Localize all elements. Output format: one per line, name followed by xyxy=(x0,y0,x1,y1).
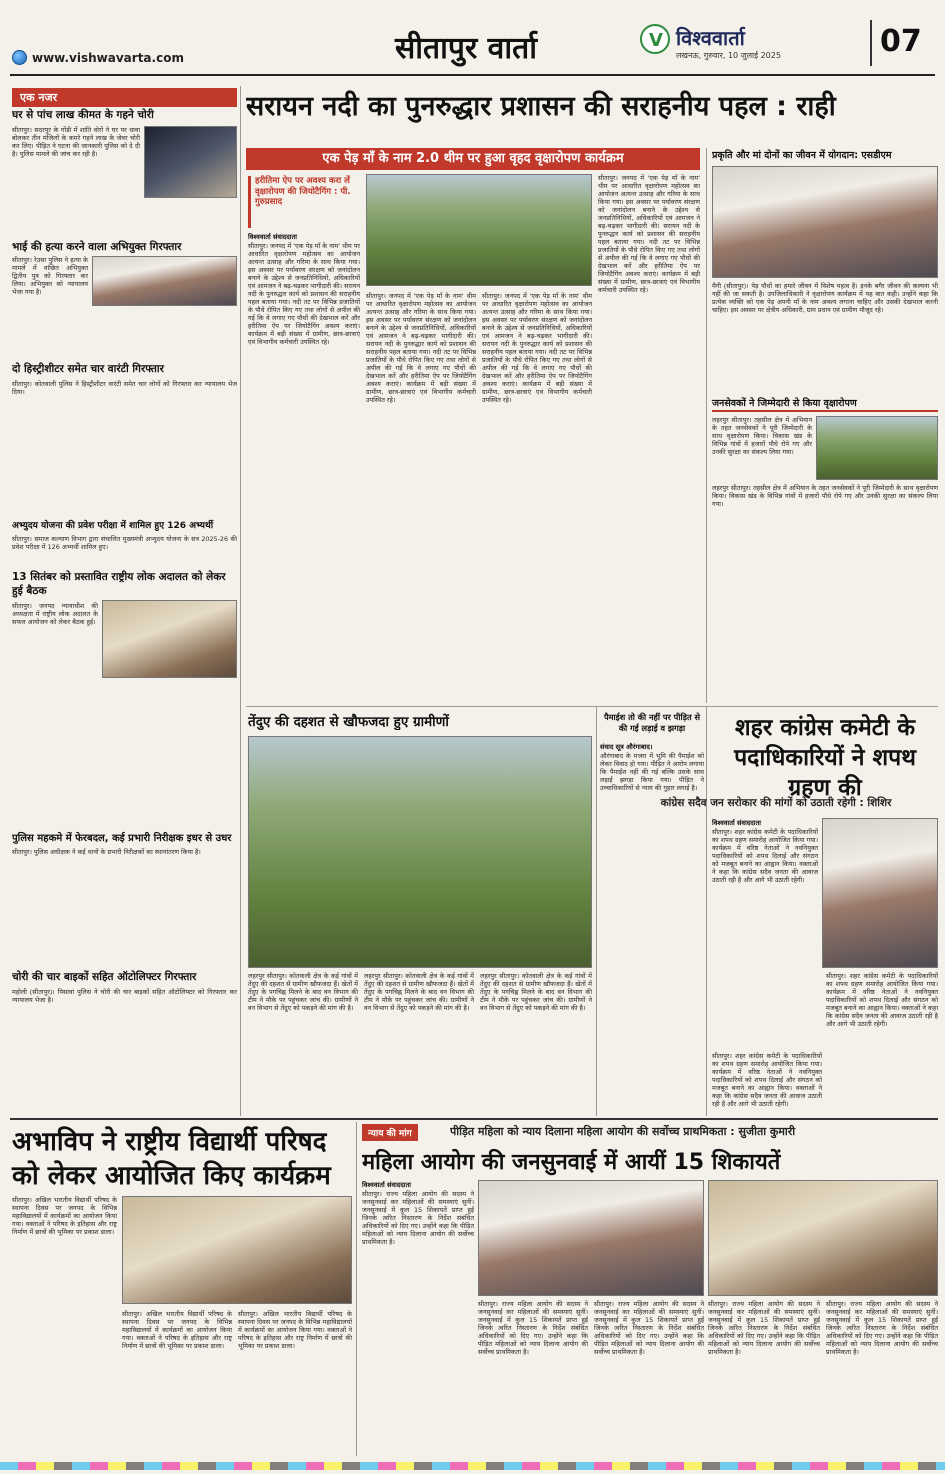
lead-body-col-2: सीतापुर। जनपद में 'एक पेड़ माँ के नाम' थीम पर आधारित वृक्षारोपण महोत्सव का आयोजन अत्यन्त उत्साह और गरिमा के साथ किया गया। इस अवसर पर पर्यावरण संरक्षण को जनांदोलन बनाने के उद्देश्य से जनप्रतिनिधियों, अधिकारियों एवं आमजन ने बढ़-चढ़कर भागीदारी की। सरायन नदी के पुनरुद्धार कार्य को प्रशासन की सराहनीय पहल बताया गया। नदी तट पर विभिन्न प्रजातियों के पौधे रोपित किए गए तथा लोगों से अपील की गई कि वे लगाए गए पौधों की देखभाल करें और हरीतिमा ऐप पर जियोटैगिंग अवश्य कराएं। कार्यक्रम में बड़ी संख्या में ग्रामीण, छात्र-छात्राएं एवं विभागीय कर्मचारी उपस्थित रहे। xyxy=(366,292,476,404)
ek-nazar-story-5 xyxy=(12,570,237,770)
right-column-rule xyxy=(706,148,707,703)
print-registration-bar xyxy=(0,1462,945,1470)
congress-body-col-2: सीतापुर। शहर कांग्रेस कमेटी के पदाधिकारियों का शपथ ग्रहण समारोह आयोजित किया गया। कार्यक्रम में वरिष्ठ नेताओं ने नवनियुक्त पदाधिकारियों को शपथ दिलाई और संगठन को मजबूत बनाने का आह्वान किया। वक्ताओं ने कहा कि कांग्रेस सदैव जनता की आवाज उठाती रही है और आगे भी उठाती रहेगी। xyxy=(712,1052,822,1108)
jansevak-header-bar xyxy=(712,396,938,412)
mahila-body-col-1: सीतापुर। राज्य महिला आयोग की सदस्य ने जनसुनवाई कर महिलाओं की समस्याएं सुनीं। जनसुनवाई में कुल 15 शिकायतें प्राप्त हुईं जिनके त्वरित निस्तारण के निर्देश संबंधित अधिकारियों को दिए गए। उन्होंने कहा कि पीड़ित महिलाओं को न्याय दिलाना आयोग की सर्वोच्च प्राथमिकता है। xyxy=(362,1190,474,1246)
section-title: सीतापुर वार्ता xyxy=(395,31,537,66)
dateline: लखनऊ, गुरुवार, 10 जुलाई 2025 xyxy=(676,51,781,60)
brand-logo-icon: V xyxy=(640,24,670,54)
mahila-body-col-4: सीतापुर। राज्य महिला आयोग की सदस्य ने जनसुनवाई कर महिलाओं की समस्याएं सुनीं। जनसुनवाई में कुल 15 शिकायतें प्राप्त हुईं जिनके त्वरित निस्तारण के निर्देश संबंधित अधिकारियों को दिए गए। उन्होंने कहा कि पीड़ित महिलाओं को न्याय दिलाना आयोग की सर्वोच्च प्राथमिकता है। xyxy=(708,1300,820,1356)
jewelry-box-photo xyxy=(144,126,237,198)
tendua-body-col-3: लहरपुर सीतापुर। कोतवाली क्षेत्र के कई गांवों में तेंदुए की दहशत से ग्रामीण खौफजदा हैं। खेतों में तेंदुए के पगचिह्न मिलने के बाद वन विभाग की टीम ने मौके पर पहुंचकर जांच की। ग्रामीणों ने वन विभाग से तेंदुए को पकड़ने की मांग की है। xyxy=(480,972,592,1012)
lead-subheadline: एक पेड़ माँ के नाम 2.0 थीम पर हुआ वृहद वृक्षारोपण कार्यक्रम xyxy=(322,151,624,166)
tendua-body-col-1: लहरपुर सीतापुर। कोतवाली क्षेत्र के कई गांवों में तेंदुए की दहशत से ग्रामीण खौफजदा हैं। खेतों में तेंदुए के पगचिह्न मिलने के बाद वन विभाग की टीम ने मौके पर पहुंचकर जांच की। ग्रामीणों ने वन विभाग से तेंदुए को पकड़ने की मांग की है। xyxy=(248,972,358,1012)
story-body: सीतापुर। कोतवाली पुलिस ने हिस्ट्रीशीटर वारंटी समेत चार लोगों को गिरफ्तार कर न्यायालय भेज दिया। xyxy=(12,380,237,396)
mahila-body-col-5: सीतापुर। राज्य महिला आयोग की सदस्य ने जनसुनवाई कर महिलाओं की समस्याएं सुनीं। जनसुनवाई में कुल 15 शिकायतें प्राप्त हुईं जिनके त्वरित निस्तारण के निर्देश संबंधित अधिकारियों को दिए गए। उन्होंने कहा कि पीड़ित महिलाओं को न्याय दिलाना आयोग की सर्वोच्च प्राथमिकता है। xyxy=(826,1300,938,1356)
story-body: सीतापुर। रेउसा पुलिस ने हत्या के मामले में वांछित अभियुक्त द्वितीय पुत्र को गिरफ्तार कर लिया। अभियुक्त को न्यायालय भेजा गया है। xyxy=(12,256,88,296)
paimaish-byline: संवाद सूत्र औरंगाबाद। xyxy=(600,743,653,751)
tree-plantation-photo xyxy=(366,174,592,286)
ek-nazar-story-7 xyxy=(12,970,237,1110)
story-headline: घर से पांच लाख कीमत के गहने चोरी xyxy=(12,109,154,121)
ek-nazar-story-6 xyxy=(12,830,237,970)
page-number: 07 xyxy=(880,24,922,59)
story-body: सीतापुर। सदरपुर के गोंडी में शांति वोरों ने घर पर धावा बोलकर तीन मंजिलों के कमरे गहने लाख के जेवर चोरी कर लिए। पीड़ित ने घटना की जानकारी पुलिस को दे दी है। पुलिस मामले की जांच कर रही है। xyxy=(12,126,140,158)
abvp-body-col-3: सीतापुर। अखिल भारतीय विद्यार्थी परिषद के स्थापना दिवस पर जनपद के विभिन्न महाविद्यालयों में कार्यक्रमों का आयोजन किया गया। वक्ताओं ने परिषद के इतिहास और राष्ट्र निर्माण में छात्रों की भूमिका पर प्रकाश डाला। xyxy=(238,1310,352,1350)
lead-body-col-1: सीतापुर। जनपद में 'एक पेड़ माँ के नाम' थीम पर आधारित वृक्षारोपण महोत्सव का आयोजन अत्यन्त उत्साह और गरिमा के साथ किया गया। इस अवसर पर पर्यावरण संरक्षण को जनांदोलन बनाने के उद्देश्य से जनप्रतिनिधियों, अधिकारियों एवं आमजन ने बढ़-चढ़कर भागीदारी की। सरायन नदी के पुनरुद्धार कार्य को प्रशासन की सराहनीय पहल बताया गया। नदी तट पर विभिन्न प्रजातियों के पौधे रोपित किए गए तथा लोगों से अपील की गई कि वे लगाए गए पौधों की देखभाल करें और हरीतिमा ऐप पर जियोटैगिंग अवश्य कराएं। कार्यक्रम में बड़ी संख्या में ग्रामीण, छात्र-छात्राएं एवं विभागीय कर्मचारी उपस्थित रहे। xyxy=(248,242,360,346)
story-headline: चोरी की चार बाइकों सहित ऑटोलिफ्टर गिरफ्तार xyxy=(12,971,197,983)
story-headline: 13 सितंबर को प्रस्तावित राष्ट्रीय लोक अदालत को लेकर हुई बैठक xyxy=(12,571,226,597)
abvp-body-col-1: सीतापुर। अखिल भारतीय विद्यार्थी परिषद के स्थापना दिवस पर जनपद के विभिन्न महाविद्यालयों में कार्यक्रमों का आयोजन किया गया। वक्ताओं ने परिषद के इतिहास और राष्ट्र निर्माण में छात्रों की भूमिका पर प्रकाश डाला। xyxy=(12,1196,117,1236)
jansevak-body-a: लहरपुर सीतापुर। तहसील क्षेत्र में अभियान के तहत जनसेवकों ने पूरी जिम्मेदारी के साथ वृक्षारोपण किया। विकास खंड के विभिन्न गांवों में हजारों पौधे रोपे गए और उनकी सुरक्षा का संकल्प लिया गया। xyxy=(712,416,812,456)
website-url[interactable]: www.vishwavarta.com xyxy=(32,51,184,65)
ek-nazar-story-2 xyxy=(12,240,237,360)
tendua-headline: तेंदुए की दहशत से खौफजदा हुए ग्रामीणों xyxy=(248,714,449,730)
tendua-body-col-2: लहरपुर सीतापुर। कोतवाली क्षेत्र के कई गांवों में तेंदुए की दहशत से ग्रामीण खौफजदा हैं। खेतों में तेंदुए के पगचिह्न मिलने के बाद वन विभाग की टीम ने मौके पर पहुंचकर जांच की। ग्रामीणों ने वन विभाग से तेंदुए को पकड़ने की मांग की है। xyxy=(364,972,474,1012)
lead-pullquote xyxy=(248,176,360,228)
congress-meeting-photo xyxy=(822,818,938,968)
lead-byline: विश्ववार्ता संवाददाता xyxy=(248,233,297,241)
story-headline: अभ्युदय योजना की प्रवेश परीक्षा में शामिल हुए 126 अभ्यर्थी xyxy=(12,521,214,531)
congress-headline: शहर कांग्रेस कमेटी के पदाधिकारियों ने शपथ ग्रहण की xyxy=(734,715,916,801)
lead-subheadline-bar xyxy=(246,148,700,170)
lead-headline: सरायन नदी का पुनरुद्धार प्रशासन की सराहनीय पहल : राही xyxy=(246,91,836,122)
story-body: महोली (सीतापुर)। पिसावां पुलिस ने चोरी की चार बाइकों सहित ऑटोलिफ्टर को गिरफ्तार कर न्यायालय भेजा है। xyxy=(12,988,237,1004)
story-headline: भाई की हत्या करने वाला अभियुक्त गिरफ्तार xyxy=(12,241,182,253)
left-column-rule xyxy=(240,86,241,1116)
mahila-body-col-2: सीतापुर। राज्य महिला आयोग की सदस्य ने जनसुनवाई कर महिलाओं की समस्याएं सुनीं। जनसुनवाई में कुल 15 शिकायतें प्राप्त हुईं जिनके त्वरित निस्तारण के निर्देश संबंधित अधिकारियों को दिए गए। उन्होंने कहा कि पीड़ित महिलाओं को न्याय दिलाना आयोग की सर्वोच्च प्राथमिकता है। xyxy=(478,1300,588,1356)
abvp-headline: अभाविप ने राष्ट्रीय विद्यार्थी परिषद को लेकर आयोजित किए कार्यक्रम xyxy=(12,1127,331,1191)
paimaish-headline: पैमाईश तो की नहीं पर पीड़ित से की गई लड़ाई व झगड़ा xyxy=(603,712,701,733)
forest-photo xyxy=(248,736,592,968)
story-body: सीतापुर। पुलिस अधीक्षक ने कई थानों के प्रभारी निरीक्षकों का स्थानांतरण किया है। xyxy=(12,848,201,856)
mahila-tag: न्याय की मांग xyxy=(362,1124,418,1141)
paimaish-body: औरंगाबाद के मजरा में भूमि की पैमाईश को लेकर विवाद हो गया। पीड़ित ने आरोप लगाया कि पैमाईश नहीं की गई बल्कि उसके साथ लड़ाई झगड़ा किया गया। पीड़ित ने उच्चाधिकारियों से न्याय की गुहार लगाई है। xyxy=(600,752,704,792)
mahila-kicker: पीड़ित महिला को न्याय दिलाना महिला आयोग की सर्वोच्च प्राथमिकता : सुजीता कुमारी xyxy=(450,1125,796,1138)
pullquote-text: हरीतिमा ऐप पर अवश्य करा लें वृक्षारोपण की जियोटैगिंग : पी. गुरुप्रसाद xyxy=(255,176,351,208)
paimaish-rule xyxy=(596,706,597,1116)
tendua-rule xyxy=(246,706,938,707)
mahila-byline: विश्ववार्ता संवाददाता xyxy=(362,1181,411,1189)
right-story-body: मैगी (सीतापुर)। पेड़ पौधों का हमारे जीवन में विशेष महत्व है। इनके बगैर जीवन की कल्पना भी नहीं की जा सकती है। उपजिलाधिकारी ने वृक्षारोपण कार्यक्रम में यह बात कही। उन्होंने कहा कि प्रत्येक व्यक्ति को एक पेड़ अपनी माँ के नाम अवश्य लगाना चाहिए और उसकी देखभाल करनी चाहिए। इस अवसर पर क्षेत्रीय अधिकारी, ग्राम प्रधान एवं ग्रामीण मौजूद रहे। xyxy=(712,282,938,314)
ek-nazar-label: एक नजर xyxy=(12,88,237,107)
congress-byline: विश्ववार्ता संवाददाता xyxy=(712,819,761,827)
congress-body-col-3: सीतापुर। शहर कांग्रेस कमेटी के पदाधिकारियों का शपथ ग्रहण समारोह आयोजित किया गया। कार्यक्रम में वरिष्ठ नेताओं ने नवनियुक्त पदाधिकारियों को शपथ दिलाई और संगठन को मजबूत बनाने का आह्वान किया। वक्ताओं ने कहा कि कांग्रेस सदैव जनता की आवाज उठाती रही है और आगे भी उठाती रहेगी। xyxy=(826,972,938,1028)
abvp-event-photo xyxy=(122,1196,352,1304)
jansevak-photo xyxy=(816,416,938,480)
globe-icon xyxy=(12,50,27,65)
brand-name: विश्ववार्ता xyxy=(676,26,745,50)
page-divider xyxy=(870,20,872,66)
jansevak-headline: जनसेवकों ने जिम्मेदारी से किया वृक्षारोपण xyxy=(712,398,857,409)
mahila-second-photo xyxy=(708,1180,938,1296)
lead-body-col-3: सीतापुर। जनपद में 'एक पेड़ माँ के नाम' थीम पर आधारित वृक्षारोपण महोत्सव का आयोजन अत्यन्त उत्साह और गरिमा के साथ किया गया। इस अवसर पर पर्यावरण संरक्षण को जनांदोलन बनाने के उद्देश्य से जनप्रतिनिधियों, अधिकारियों एवं आमजन ने बढ़-चढ़कर भागीदारी की। सरायन नदी के पुनरुद्धार कार्य को प्रशासन की सराहनीय पहल बताया गया। नदी तट पर विभिन्न प्रजातियों के पौधे रोपित किए गए तथा लोगों से अपील की गई कि वे लगाए गए पौधों की देखभाल करें और हरीतिमा ऐप पर जियोटैगिंग अवश्य कराएं। कार्यक्रम में बड़ी संख्या में ग्रामीण, छात्र-छात्राएं एवं विभागीय कर्मचारी उपस्थित रहे। xyxy=(482,292,592,404)
jansevak-body-b: लहरपुर सीतापुर। तहसील क्षेत्र में अभियान के तहत जनसेवकों ने पूरी जिम्मेदारी के साथ वृक्षारोपण किया। विकास खंड के विभिन्न गांवों में हजारों पौधे रोपे गए और उनकी सुरक्षा का संकल्प लिया गया। xyxy=(712,484,938,508)
right-story-headline: प्रकृति और मां दोनों का जीवन में योगदान: एसडीएम xyxy=(712,150,892,161)
abvp-body-col-2: सीतापुर। अखिल भारतीय विद्यार्थी परिषद के स्थापना दिवस पर जनपद के विभिन्न महाविद्यालयों में कार्यक्रमों का आयोजन किया गया। वक्ताओं ने परिषद के इतिहास और राष्ट्र निर्माण में छात्रों की भूमिका पर प्रकाश डाला। xyxy=(122,1310,232,1350)
ek-nazar-story-1 xyxy=(12,108,237,236)
mahila-hearing-photo xyxy=(478,1180,704,1296)
story-body: सीतापुर। समाज कल्याण विभाग द्वारा संचालित मुख्यमंत्री अभ्युदय योजना के सत्र 2025-26 की प्रवेश परीक्षा में 126 अभ्यर्थी शामिल हुए। xyxy=(12,535,237,551)
masthead xyxy=(0,0,945,78)
mahila-headline: महिला आयोग की जनसुनवाई में आयीं 15 शिकायतें xyxy=(362,1150,781,1175)
mahila-rule xyxy=(356,1122,357,1456)
sdm-plantation-photo xyxy=(712,166,938,278)
masthead-rule xyxy=(10,74,935,76)
ek-nazar-story-3 xyxy=(12,362,237,512)
court-meeting-photo xyxy=(102,600,237,678)
congress-body-col-1: सीतापुर। शहर कांग्रेस कमेटी के पदाधिकारियों का शपथ ग्रहण समारोह आयोजित किया गया। कार्यक्रम में वरिष्ठ नेताओं ने नवनियुक्त पदाधिकारियों को शपथ दिलाई और संगठन को मजबूत बनाने का आह्वान किया। वक्ताओं ने कहा कि कांग्रेस सदैव जनता की आवाज उठाती रही है और आगे भी उठाती रहेगी। xyxy=(712,828,818,884)
mahila-body-col-3: सीतापुर। राज्य महिला आयोग की सदस्य ने जनसुनवाई कर महिलाओं की समस्याएं सुनीं। जनसुनवाई में कुल 15 शिकायतें प्राप्त हुईं जिनके त्वरित निस्तारण के निर्देश संबंधित अधिकारियों को दिए गए। उन्होंने कहा कि पीड़ित महिलाओं को न्याय दिलाना आयोग की सर्वोच्च प्राथमिकता है। xyxy=(594,1300,704,1356)
bottom-rule xyxy=(10,1118,938,1120)
story-body: सीतापुर। जनपद न्यायाधीश की अध्यक्षता में राष्ट्रीय लोक अदालत के सफल आयोजन को लेकर बैठक हुई। xyxy=(12,602,98,626)
accused-photo xyxy=(92,256,237,306)
story-headline: दो हिस्ट्रीशीटर समेत चार वारंटी गिरफ्तार xyxy=(12,363,164,375)
story-headline: पुलिस महकमे में फेरबदल, कई प्रभारी निरीक्षक इधर से उधर xyxy=(12,833,232,844)
congress-subheadline: कांग्रेस सदैव जन सरोकार की मांगों को उठाती रहेगी : शिशिर xyxy=(660,797,892,809)
lead-body-col-4: सीतापुर। जनपद में 'एक पेड़ माँ के नाम' थीम पर आधारित वृक्षारोपण महोत्सव का आयोजन अत्यन्त उत्साह और गरिमा के साथ किया गया। इस अवसर पर पर्यावरण संरक्षण को जनांदोलन बनाने के उद्देश्य से जनप्रतिनिधियों, अधिकारियों एवं आमजन ने बढ़-चढ़कर भागीदारी की। सरायन नदी के पुनरुद्धार कार्य को प्रशासन की सराहनीय पहल बताया गया। नदी तट पर विभिन्न प्रजातियों के पौधे रोपित किए गए तथा लोगों से अपील की गई कि वे लगाए गए पौधों की देखभाल करें और हरीतिमा ऐप पर जियोटैगिंग अवश्य कराएं। कार्यक्रम में बड़ी संख्या में ग्रामीण, छात्र-छात्राएं एवं विभागीय कर्मचारी उपस्थित रहे। xyxy=(598,174,700,294)
